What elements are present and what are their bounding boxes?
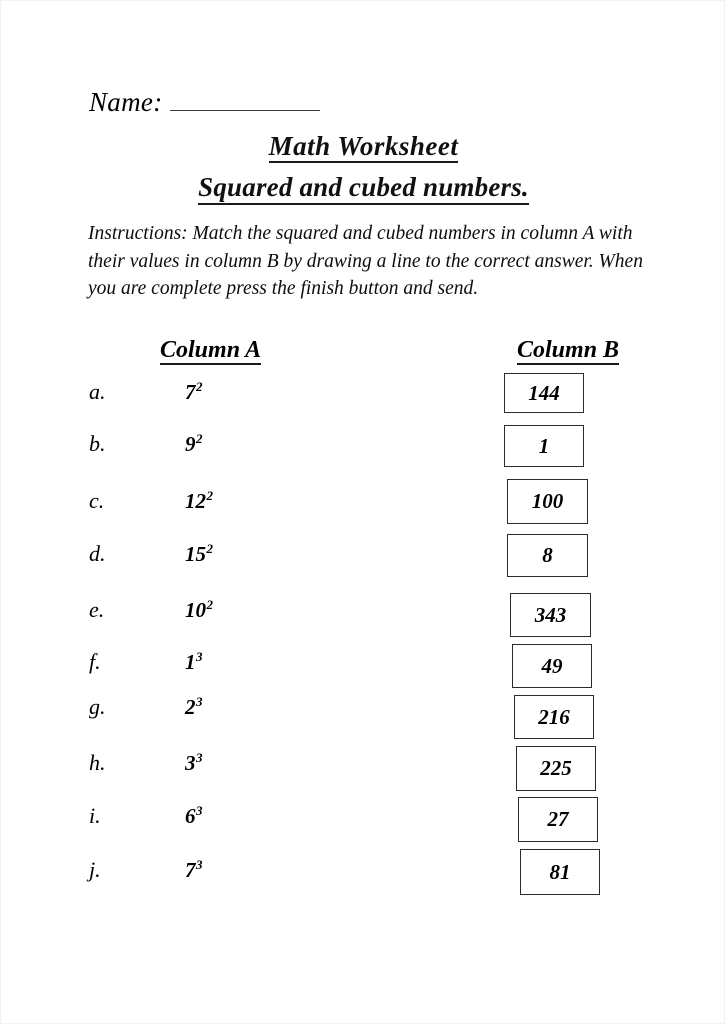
- name-write-in-line[interactable]: [170, 110, 320, 111]
- item-expression: [185, 431, 203, 457]
- expression-exponent: 3: [196, 803, 203, 818]
- answer-value: 343: [534, 602, 567, 627]
- name-label: Name:: [89, 87, 163, 117]
- expression-exponent: 2: [206, 488, 214, 503]
- expression-base: 10: [185, 598, 206, 622]
- item-expression: [185, 649, 203, 675]
- item-expression: [185, 694, 203, 720]
- answer-box[interactable]: [516, 746, 596, 791]
- item-expression: [185, 379, 203, 405]
- name-field-row: [89, 87, 320, 118]
- answer-box[interactable]: [504, 373, 584, 413]
- expression-exponent: 3: [196, 694, 203, 709]
- expression-exponent: 3: [196, 649, 203, 664]
- expression-exponent: 3: [196, 857, 203, 872]
- worksheet-subtitle: Squared and cubed numbers.: [198, 173, 529, 204]
- answer-value: 81: [549, 859, 571, 884]
- item-expression: [185, 750, 203, 776]
- item-letter: e.: [89, 597, 105, 622]
- expression-base: 12: [185, 489, 206, 513]
- column-a-header: Column A: [160, 337, 261, 365]
- answer-value: 225: [540, 756, 572, 780]
- expression-base: 7: [185, 380, 196, 404]
- expression-base: 7: [185, 858, 196, 882]
- answer-box[interactable]: [514, 695, 594, 739]
- answer-box[interactable]: [518, 797, 598, 842]
- item-expression: [185, 597, 213, 623]
- worksheet-title: Math Worksheet: [269, 132, 459, 163]
- item-expression: [185, 803, 203, 829]
- expression-base: 9: [185, 432, 196, 456]
- expression-base: 2: [185, 695, 196, 719]
- title-block: [1, 132, 725, 205]
- answer-value: 8: [542, 543, 553, 567]
- expression-base: 3: [185, 751, 196, 775]
- column-b-header: Column B: [517, 337, 619, 365]
- answer-box[interactable]: [520, 849, 600, 895]
- item-expression: [185, 541, 213, 567]
- answer-value: 100: [531, 489, 564, 513]
- expression-base: 6: [185, 804, 196, 828]
- answer-value: 216: [538, 704, 570, 729]
- item-letter: f.: [89, 649, 101, 674]
- expression-base: 1: [185, 650, 196, 674]
- answer-box[interactable]: [510, 593, 591, 637]
- answer-value: 1: [538, 433, 550, 458]
- item-letter: d.: [89, 541, 106, 566]
- item-letter: j.: [89, 857, 101, 882]
- expression-exponent: 2: [206, 541, 214, 556]
- item-letter: c.: [89, 488, 105, 513]
- answer-value: 49: [541, 653, 563, 678]
- item-letter: b.: [89, 431, 106, 456]
- expression-exponent: 2: [196, 431, 203, 446]
- expression-exponent: 3: [196, 750, 203, 765]
- item-letter: i.: [89, 803, 101, 828]
- answer-box[interactable]: [512, 644, 592, 688]
- item-letter: h.: [89, 750, 106, 775]
- item-letter: a.: [89, 379, 106, 404]
- expression-base: 15: [185, 542, 206, 566]
- answer-box[interactable]: [507, 534, 588, 577]
- answer-box[interactable]: [504, 425, 584, 467]
- answer-value: 144: [528, 380, 560, 405]
- expression-exponent: 2: [196, 379, 203, 394]
- answer-box[interactable]: [507, 479, 588, 524]
- instructions-text: Instructions: Match the squared and cubed numbers in column A with their values in column B by drawing a line to the correct answer. When you are complete press the finish button and send.: [88, 223, 643, 299]
- expression-exponent: 2: [206, 597, 214, 612]
- item-expression: [185, 857, 203, 883]
- answer-value: 27: [547, 807, 569, 831]
- item-expression: [185, 488, 213, 514]
- item-letter: g.: [89, 694, 106, 719]
